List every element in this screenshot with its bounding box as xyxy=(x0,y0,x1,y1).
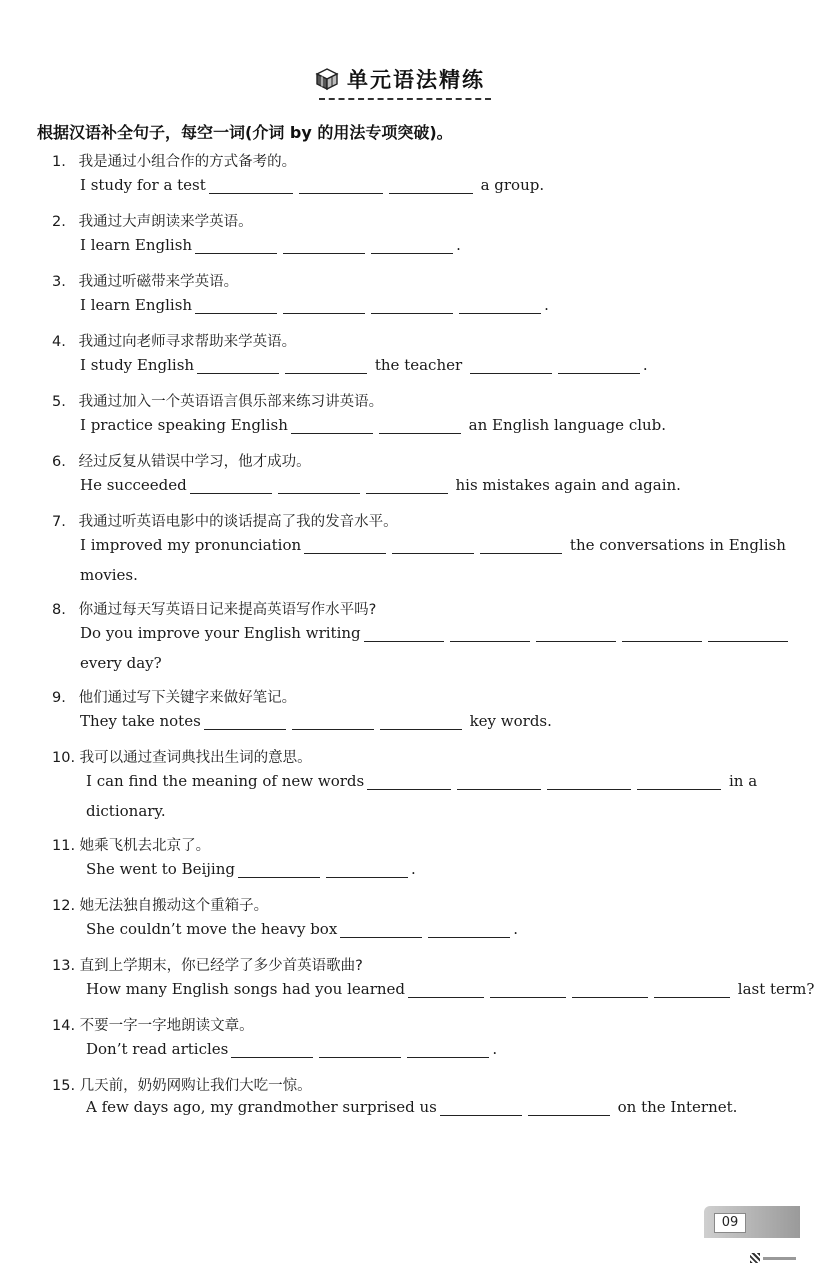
answer-blank[interactable] xyxy=(450,627,530,642)
question-chinese xyxy=(52,746,312,767)
answer-blank[interactable] xyxy=(195,239,277,254)
question-chinese xyxy=(52,894,268,915)
question-chinese xyxy=(52,954,363,975)
question-prompt: 她乘飞机去北京了。 xyxy=(79,838,211,854)
question-english xyxy=(80,536,786,554)
sentence-fragment: . xyxy=(492,1040,498,1058)
sentence-fragment: key words. xyxy=(464,712,552,730)
answer-blank[interactable] xyxy=(379,419,461,434)
sentence-continuation: every day? xyxy=(80,654,162,672)
answer-blank[interactable] xyxy=(190,479,272,494)
question-number: 12. xyxy=(52,898,76,914)
answer-blank[interactable] xyxy=(285,359,367,374)
answer-blank[interactable] xyxy=(283,239,365,254)
question-number: 2. xyxy=(52,214,66,230)
sentence-continuation: dictionary. xyxy=(86,802,166,820)
question-number: 13. xyxy=(52,958,76,974)
question-prompt: 我通过向老师寻求帮助来学英语。 xyxy=(78,334,297,350)
answer-blank[interactable] xyxy=(572,983,648,998)
question-prompt: 她无法独自搬动这个重箱子。 xyxy=(79,898,269,914)
question-number: 3. xyxy=(52,274,66,290)
question-chinese xyxy=(52,390,383,411)
scanner-watermark xyxy=(750,1252,796,1264)
question-prompt: 我通过听磁带来学英语。 xyxy=(78,274,239,290)
question-english xyxy=(86,980,814,998)
answer-blank[interactable] xyxy=(480,539,562,554)
sentence-fragment: on the Internet. xyxy=(612,1098,738,1116)
answer-blank[interactable] xyxy=(392,539,474,554)
question-prompt: 我通过加入一个英语语言俱乐部来练习讲英语。 xyxy=(78,394,384,410)
question-english xyxy=(80,476,681,494)
question-english xyxy=(80,296,549,314)
answer-blank[interactable] xyxy=(366,479,448,494)
page-header xyxy=(0,64,800,100)
question-english xyxy=(86,1040,497,1058)
sentence-fragment: I learn English xyxy=(80,236,193,254)
question-chinese xyxy=(52,1074,312,1095)
question-prompt: 我通过大声朗读来学英语。 xyxy=(78,214,253,230)
question-english xyxy=(80,236,461,254)
answer-blank[interactable] xyxy=(238,863,320,878)
sentence-fragment: Don’t read articles xyxy=(86,1040,229,1058)
sentence-fragment: . xyxy=(411,860,416,878)
answer-blank[interactable] xyxy=(204,715,286,730)
sentence-fragment: last term? xyxy=(733,980,814,998)
answer-blank[interactable] xyxy=(528,1101,610,1116)
answer-blank[interactable] xyxy=(292,715,374,730)
qr-code-icon xyxy=(750,1253,760,1263)
answer-blank[interactable] xyxy=(428,923,510,938)
question-number: 9. xyxy=(52,690,66,706)
sentence-fragment: a group. xyxy=(475,176,545,194)
sentence-fragment: . xyxy=(513,920,519,938)
answer-blank[interactable] xyxy=(195,299,277,314)
sentence-fragment: the teacher xyxy=(370,356,467,374)
answer-blank[interactable] xyxy=(654,983,730,998)
question-number: 1. xyxy=(52,154,66,170)
question-chinese xyxy=(52,686,296,707)
answer-blank[interactable] xyxy=(457,775,541,790)
question-number: 15. xyxy=(52,1078,76,1094)
answer-blank[interactable] xyxy=(440,1101,522,1116)
answer-blank[interactable] xyxy=(536,627,616,642)
question-prompt: 直到上学期末，你已经学了多少首英语歌曲? xyxy=(79,958,363,974)
answer-blank[interactable] xyxy=(622,627,702,642)
sentence-fragment: I study English xyxy=(80,356,195,374)
sentence-fragment: . xyxy=(544,296,549,314)
question-chinese xyxy=(52,1014,254,1035)
answer-blank[interactable] xyxy=(326,863,408,878)
sentence-fragment: an English language club. xyxy=(463,416,667,434)
sentence-fragment: A few days ago, my grandmother surprised us xyxy=(86,1098,437,1116)
question-prompt: 经过反复从错误中学习，他才成功。 xyxy=(78,454,311,470)
sentence-fragment: I improved my pronunciation xyxy=(80,536,302,554)
sentence-fragment: his mistakes again and again. xyxy=(450,476,681,494)
answer-blank[interactable] xyxy=(283,299,365,314)
question-number: 14. xyxy=(52,1018,76,1034)
answer-blank[interactable] xyxy=(371,299,453,314)
question-chinese xyxy=(52,210,253,231)
answer-blank[interactable] xyxy=(490,983,566,998)
question-number: 4. xyxy=(52,334,66,350)
answer-blank[interactable] xyxy=(299,179,383,194)
sentence-fragment: They take notes xyxy=(80,712,201,730)
sentence-fragment: How many English songs had you learned xyxy=(86,980,406,998)
sentence-fragment: the conversations in English xyxy=(565,536,786,554)
answer-blank[interactable] xyxy=(278,479,360,494)
answer-blank[interactable] xyxy=(637,775,721,790)
answer-blank[interactable] xyxy=(367,775,451,790)
sentence-fragment: I practice speaking English xyxy=(80,416,288,434)
question-prompt: 我可以通过查词典找出生词的意思。 xyxy=(79,750,312,766)
question-prompt: 不要一字一字地朗读文章。 xyxy=(79,1018,254,1034)
sentence-fragment: . xyxy=(642,356,648,374)
answer-blank[interactable] xyxy=(231,1043,313,1058)
question-chinese xyxy=(52,598,376,619)
question-number: 10. xyxy=(52,750,76,766)
cube-icon xyxy=(315,67,339,91)
sentence-fragment: Do you improve your English writing xyxy=(80,624,361,642)
answer-blank[interactable] xyxy=(459,299,541,314)
question-chinese xyxy=(52,150,296,171)
sentence-fragment: . xyxy=(456,236,461,254)
answer-blank[interactable] xyxy=(291,419,373,434)
question-chinese xyxy=(52,330,296,351)
question-number: 11. xyxy=(52,838,76,854)
page-number: 09 xyxy=(714,1213,746,1233)
answer-blank[interactable] xyxy=(408,983,484,998)
sentence-fragment: I learn English xyxy=(80,296,193,314)
question-prompt: 我通过听英语电影中的谈话提高了我的发音水平。 xyxy=(78,514,398,530)
sentence-fragment: She couldn’t move the heavy box xyxy=(86,920,338,938)
answer-blank[interactable] xyxy=(197,359,279,374)
question-prompt: 你通过每天写英语日记来提高英语写作水平吗? xyxy=(78,602,377,618)
page-title: 单元语法精练 xyxy=(347,68,485,92)
answer-blank[interactable] xyxy=(371,239,453,254)
question-number: 8. xyxy=(52,602,66,618)
instruction-text: 根据汉语补全句子，每空一词(介词 by 的用法专项突破)。 xyxy=(37,123,453,142)
sentence-fragment: He succeeded xyxy=(80,476,187,494)
answer-blank[interactable] xyxy=(389,179,473,194)
sentence-fragment: She went to Beijing xyxy=(86,860,235,878)
question-prompt: 几天前，奶奶网购让我们大吃一惊。 xyxy=(79,1078,312,1094)
answer-blank[interactable] xyxy=(558,359,640,374)
question-chinese xyxy=(52,450,311,471)
sentence-fragment: I study for a test xyxy=(80,176,206,194)
answer-blank[interactable] xyxy=(209,179,293,194)
question-english xyxy=(86,920,518,938)
sentence-fragment: I can find the meaning of new words xyxy=(86,772,365,790)
question-english xyxy=(86,1098,737,1116)
question-english xyxy=(80,416,666,434)
question-english xyxy=(80,624,791,642)
answer-blank[interactable] xyxy=(547,775,631,790)
answer-blank[interactable] xyxy=(380,715,462,730)
answer-blank[interactable] xyxy=(470,359,552,374)
page-number-tab xyxy=(704,1206,800,1238)
answer-blank[interactable] xyxy=(304,539,386,554)
question-english xyxy=(86,860,416,878)
question-prompt: 他们通过写下关键字来做好笔记。 xyxy=(78,690,297,706)
question-number: 7. xyxy=(52,514,66,530)
question-english xyxy=(80,712,552,730)
sentence-continuation: movies. xyxy=(80,566,138,584)
answer-blank[interactable] xyxy=(319,1043,401,1058)
answer-blank[interactable] xyxy=(364,627,444,642)
question-number: 5. xyxy=(52,394,66,410)
question-chinese xyxy=(52,834,210,855)
question-number: 6. xyxy=(52,454,66,470)
answer-blank[interactable] xyxy=(708,627,788,642)
question-chinese xyxy=(52,270,238,291)
question-english xyxy=(80,176,544,194)
question-english xyxy=(80,356,648,374)
question-prompt: 我是通过小组合作的方式备考的。 xyxy=(78,154,297,170)
question-english xyxy=(86,772,757,790)
sentence-fragment: in a xyxy=(724,772,758,790)
question-chinese xyxy=(52,510,398,531)
answer-blank[interactable] xyxy=(407,1043,489,1058)
answer-blank[interactable] xyxy=(340,923,422,938)
